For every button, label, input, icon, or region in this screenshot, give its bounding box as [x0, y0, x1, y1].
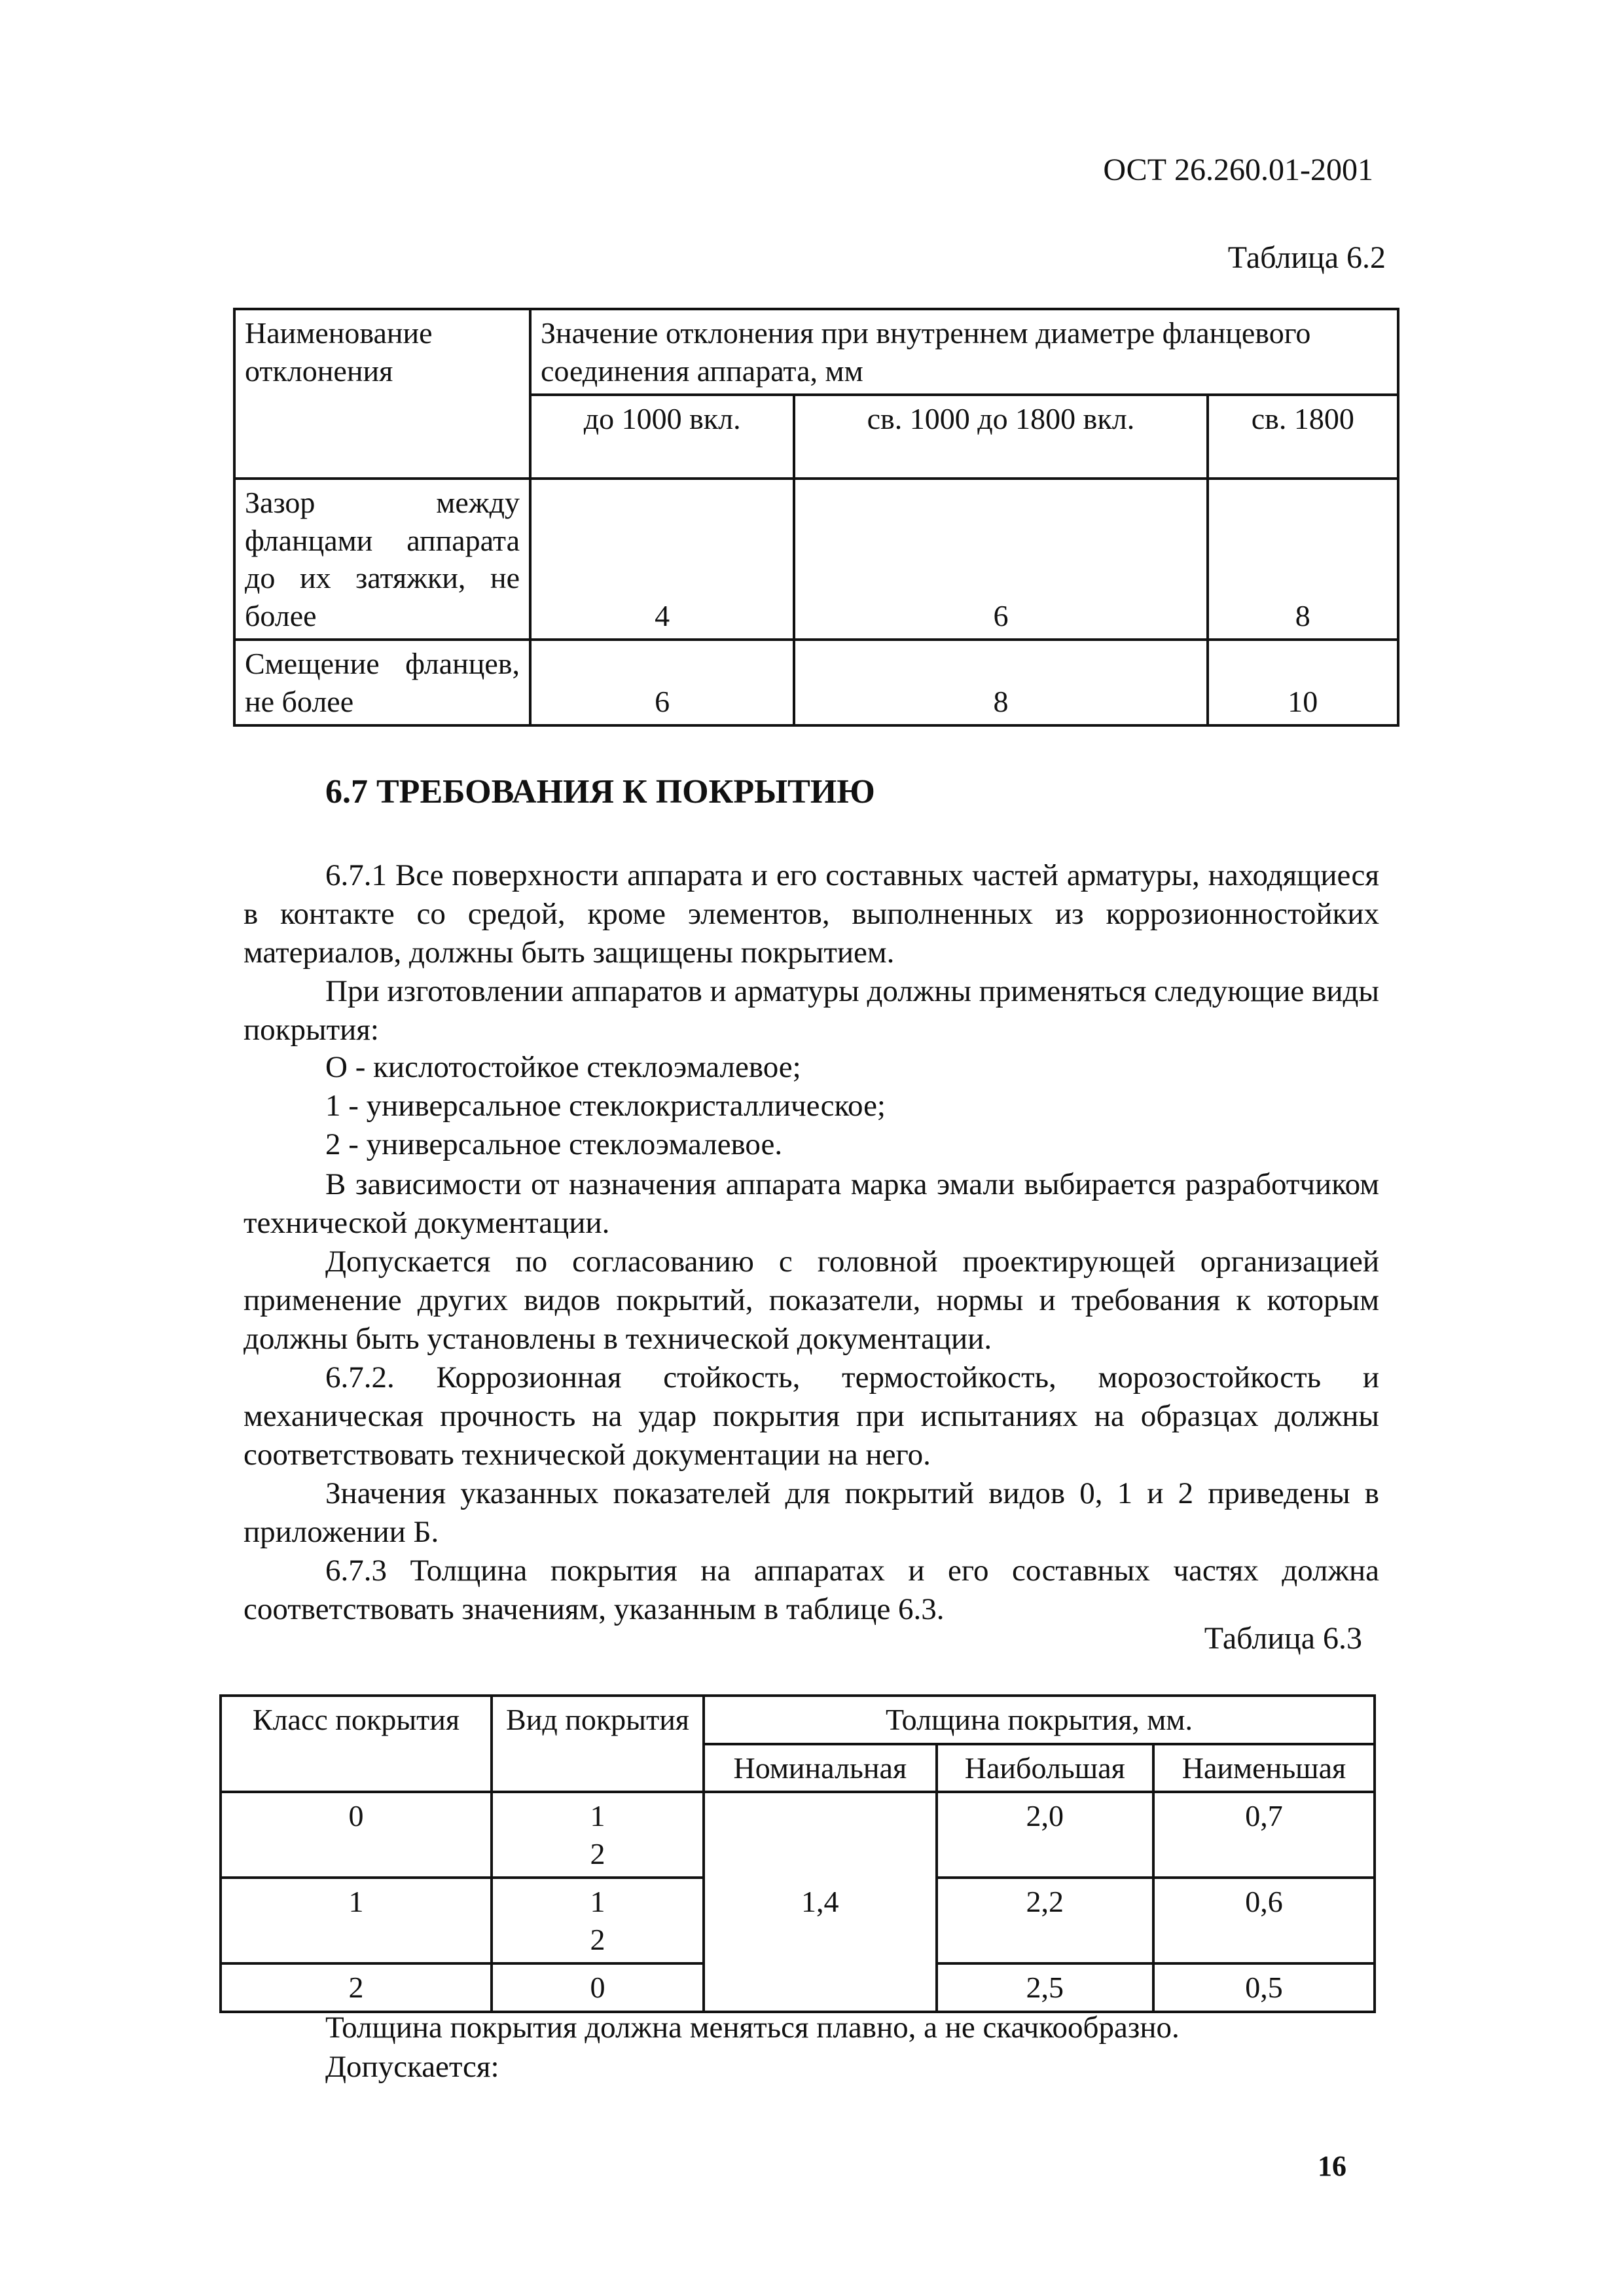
table-cell: 2,0	[937, 1792, 1153, 1878]
type-value: 1	[590, 1885, 605, 1918]
table-cell	[492, 1878, 704, 1963]
table-6-2-sub-col: св. 1000 до 1800 вкл.	[794, 395, 1207, 479]
paragraph: 6.7.2. Коррозионная стойкость, термостойкость, морозостойкость и механическая прочность на удар покрытия при испытаниях на образцах должны соответствовать технической документации на него.	[244, 1360, 1379, 1472]
table-cell	[492, 1792, 704, 1878]
table-cell: 1	[221, 1878, 492, 1963]
table-6-3-sub-col: Наименьшая	[1153, 1744, 1375, 1793]
table-cell: 4	[530, 479, 794, 640]
table-6-2-caption: Таблица 6.2	[1227, 240, 1386, 275]
list-item: О - кислотостойкое стеклоэмалевое;	[325, 1050, 801, 1084]
type-value: 2	[590, 1922, 605, 1956]
table-6-2-sub-col: до 1000 вкл.	[530, 395, 794, 479]
table-6-2-head-value: Значение отклонения при внутреннем диаметре фланцевого соединения аппарата, мм	[530, 309, 1398, 395]
table-6-3-caption: Таблица 6.3	[1204, 1621, 1362, 1656]
table-row	[234, 640, 1398, 725]
list-item: 1 - универсальное стеклокристаллическое;	[325, 1089, 886, 1123]
paragraph: 6.7.3 Толщина покрытия на аппаратах и его составных частях должна соответствовать значениям, указанным в таблице 6.3.	[244, 1554, 1379, 1626]
table-cell: 0	[221, 1792, 492, 1878]
table-cell: 2	[221, 1963, 492, 2012]
table-6-2-row-name: Смещение фланцев, не более	[234, 640, 530, 725]
table-6-3	[219, 1694, 1376, 2013]
list-item: 2 - универсальное стеклоэмалевое.	[325, 1127, 783, 1161]
table-6-2-sub-col: св. 1800	[1208, 395, 1398, 479]
type-value: 1	[590, 1799, 605, 1832]
table-cell: 2,2	[937, 1878, 1153, 1963]
table-cell: 8	[1208, 479, 1398, 640]
paragraph: При изготовлении аппаратов и арматуры должны применяться следующие виды покрытия:	[244, 974, 1379, 1047]
table-6-2-head-name: Наименование отклонения	[234, 309, 530, 479]
paragraph: Допускается:	[325, 2050, 499, 2084]
table-cell: 0,6	[1153, 1878, 1375, 1963]
table-cell: 6	[794, 479, 1207, 640]
table-cell: 6	[530, 640, 794, 725]
table-6-3-head-class: Класс покрытия	[221, 1696, 492, 1792]
table-cell: 2,5	[937, 1963, 1153, 2012]
paragraph: Допускается по согласованию с головной проектирующей организацией применение других видов покрытий, показатели, нормы и требования к которым должны быть установлены в технической документации.	[244, 1245, 1379, 1356]
paragraph: В зависимости от назначения аппарата марка эмали выбирается разработчиком технической документации.	[244, 1167, 1379, 1240]
table-cell: 0	[492, 1963, 704, 2012]
table-cell-nominal: 1,4	[704, 1792, 937, 2012]
section-title: 6.7 ТРЕБОВАНИЯ К ПОКРЫТИЮ	[325, 773, 875, 811]
paragraph: 6.7.1 Все поверхности аппарата и его составных частей арматуры, находящиеся в контакте со средой, кроме элементов, выполненных из коррозионностойких материалов, должны быть защищены покрытием.	[244, 858, 1379, 970]
table-cell: 10	[1208, 640, 1398, 725]
table-row	[234, 479, 1398, 640]
paragraph: Значения указанных показателей для покрытий видов 0, 1 и 2 приведены в приложении Б.	[244, 1476, 1379, 1549]
page-number: 16	[1318, 2150, 1346, 2182]
paragraph: Толщина покрытия должна меняться плавно, а не скачкообразно.	[325, 2011, 1180, 2045]
type-value: 2	[590, 1836, 605, 1870]
table-6-2	[233, 308, 1399, 727]
table-row	[221, 1792, 1375, 1878]
table-6-3-head-thickness: Толщина покрытия, мм.	[704, 1696, 1375, 1744]
table-6-3-sub-col: Номинальная	[704, 1744, 937, 1793]
table-cell: 0,7	[1153, 1792, 1375, 1878]
table-6-2-row-name: Зазор между фланцами аппарата до их затяжки, не более	[234, 479, 530, 640]
table-6-3-head-type: Вид покрытия	[492, 1696, 704, 1792]
document-code: ОСТ 26.260.01-2001	[1103, 153, 1373, 187]
table-cell: 8	[794, 640, 1207, 725]
table-6-3-sub-col: Наибольшая	[937, 1744, 1153, 1793]
table-cell: 0,5	[1153, 1963, 1375, 2012]
